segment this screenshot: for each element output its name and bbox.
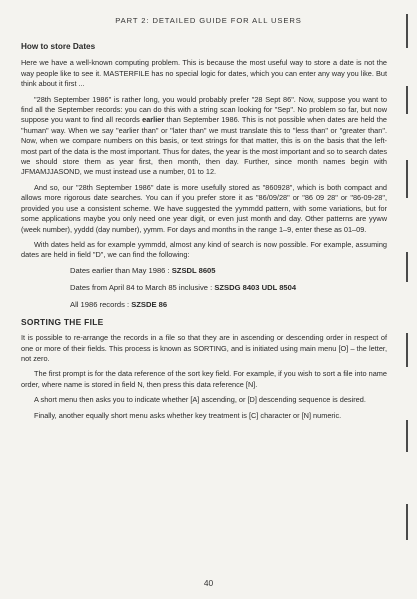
paragraph: A short menu then asks you to indicate whether [A] ascending, or [D] descending sequence is desired. xyxy=(34,395,366,405)
heading-store-dates: How to store Dates xyxy=(21,42,96,51)
binding-edge-mark xyxy=(406,160,408,198)
binding-edge-mark xyxy=(406,86,408,114)
paragraph xyxy=(21,95,387,178)
example-row xyxy=(70,283,387,293)
search-examples xyxy=(70,266,387,310)
paragraph: And so, our "28th September 1986" date is more usefully stored as "860928", which is both compact and allows more rigorous date searches. You can if you prefer store it as "86/09/28" or "86 09 28" or "86-09-28", provided you use a consistent scheme. We have suggested the yymmdd pattern, with some variations, but for some applications maybe you only need one year digit, or even just month and day. Other patterns are yyww (week number), yyddd (day number), yymm. For days and months in the range 1–9, enter these as 01–09. xyxy=(21,182,387,234)
binding-edge-mark xyxy=(406,333,408,367)
emphasis-earlier: earlier xyxy=(142,115,165,125)
heading-sorting: SORTING THE FILE xyxy=(21,316,104,327)
paragraph-text: than September 1986. This is not possible when dates are held the "human" way. When we say "earlier than" or "later than" we must translate this to "less than" or "greater than". Now, when we compare numbers on this basis, or text strings for that matter, this is on the basis that the left-most part of the data is the most important. Thus for dates, the year is the most important and so to search dates we should store them as year first, then month, then day. Further, since month names begin with JFMAMJJASOND, we must instead use a number, 01 to 12. xyxy=(21,115,387,177)
example-label: Dates from April 84 to March 85 inclusive : xyxy=(70,282,215,292)
paragraph: Here we have a well-known computing problem. This is because the most useful way to store a date is not the way people like to see it. MASTERFILE has no special logic for dates, which you can enter any way you like. But think about it first ... xyxy=(21,58,387,89)
binding-edge-mark xyxy=(406,252,408,282)
page-body xyxy=(21,42,387,426)
binding-edge-mark xyxy=(406,420,408,452)
paragraph: The first prompt is for the data reference of the sort key field. For example, if you wish to sort a file into name order, where name is stored in field N, then press this data reference [N]. xyxy=(21,369,387,389)
example-label: All 1986 records : xyxy=(70,299,132,309)
page-number: 40 xyxy=(203,578,214,588)
example-command: SZSDG 8403 UDL 8504 xyxy=(214,282,297,292)
example-command: SZSDL 8605 xyxy=(171,265,216,275)
example-row xyxy=(70,266,387,276)
paragraph: It is possible to re-arrange the records in a file so that they are in ascending or descending order in respect of one or more of their fields. This process is known as SORTING, and is initiated using main menu [O] – the letter, not zero. xyxy=(21,333,387,363)
binding-edge-mark xyxy=(406,14,408,48)
example-label: Dates earlier than May 1986 : xyxy=(70,265,172,275)
paragraph: With dates held as for example yymmdd, almost any kind of search is now possible. For example, assuming dates are held in field "D", we can find the following: xyxy=(21,239,387,260)
example-command: SZSDE 86 xyxy=(131,299,168,309)
binding-edge-mark xyxy=(406,504,408,540)
paragraph-text: "28th September 1986" is rather long, you would probably prefer "28 Sept 86". Now, suppose you want to find all the September records: you can do this with a string scan looking for "Sep". No problem so far, but now suppose you want to find all records xyxy=(21,94,387,125)
paragraph: Finally, another equally short menu asks whether key treatment is [C] character or [N] numeric. xyxy=(34,410,342,420)
running-header: PART 2: DETAILED GUIDE FOR ALL USERS xyxy=(115,16,302,25)
example-row xyxy=(70,300,387,310)
